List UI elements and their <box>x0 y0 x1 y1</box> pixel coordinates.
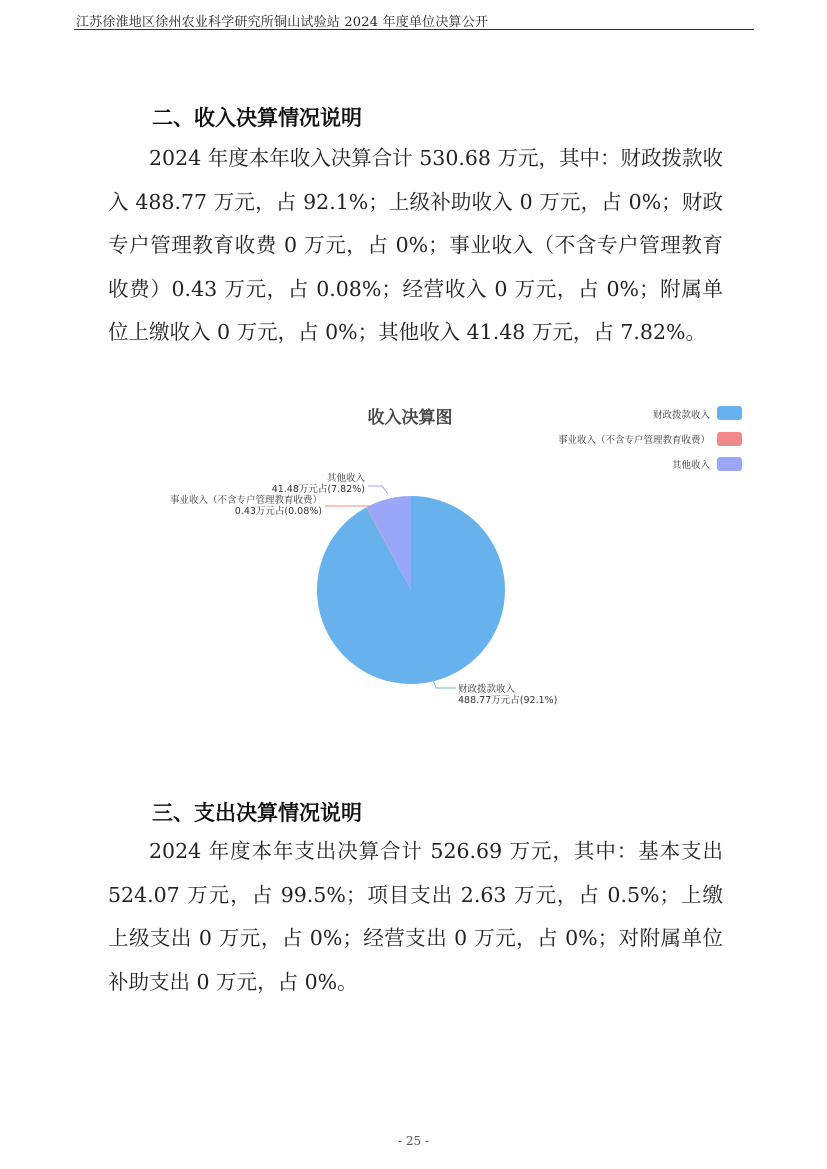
section3-heading: 三、支出决算情况说明 <box>152 801 362 825</box>
pie-label-business-name: 事业收入（不含专户管理教育收费） <box>169 495 322 506</box>
section2-heading: 二、收入决算情况说明 <box>152 106 362 130</box>
pie-label-fiscal-value: 488.77万元占(92.1%) <box>458 695 558 706</box>
chart-title: 收入决算图 <box>367 408 453 428</box>
pie-slice-fiscal <box>317 496 505 684</box>
page-header: 江苏徐淮地区徐州农业科学研究所铜山试验站 2024 年度单位决算公开 <box>76 15 489 30</box>
pie-label-business-value: 0.43万元占(0.08%) <box>234 506 322 517</box>
legend-label-other: 其他收入 <box>671 460 710 471</box>
pie-label-other-name: 其他收入 <box>326 473 365 484</box>
pie-label-other-leader <box>368 486 388 494</box>
legend-label-fiscal: 财政拨款收入 <box>652 410 710 421</box>
section2-paragraph: 2024 年度本年收入决算合计 530.68 万元，其中：财政拨款收入 488.77 万元，占 92.1%；上级补助收入 0 万元，占 0%；财政专户管理教育收费 0 万元，占 0%；事业收入（不含专户管理教育收费）0.43 万元，占 0.08%；经营收入 0 万元，占 0%；附属单位上缴收入 0 万元，占 0%；其他收入 41.48 万元，占 7.82%。 <box>108 146 723 344</box>
page-number: - 25 - <box>397 1134 429 1148</box>
pie-label-fiscal-name: 财政拨款收入 <box>458 684 516 695</box>
legend-label-business: 事业收入（不含专户管理教育收费） <box>557 435 710 446</box>
section3-paragraph: 2024 年度本年支出决算合计 526.69 万元，其中：基本支出 524.07 万元，占 99.5%；项目支出 2.63 万元，占 0.5%；上缴上级支出 0 万元，占 0%；经营支出 0 万元，占 0%；对附属单位补助支出 0 万元，占 0%。 <box>108 839 723 994</box>
pie-label-other-value: 41.48万元占(7.82%) <box>271 484 365 495</box>
